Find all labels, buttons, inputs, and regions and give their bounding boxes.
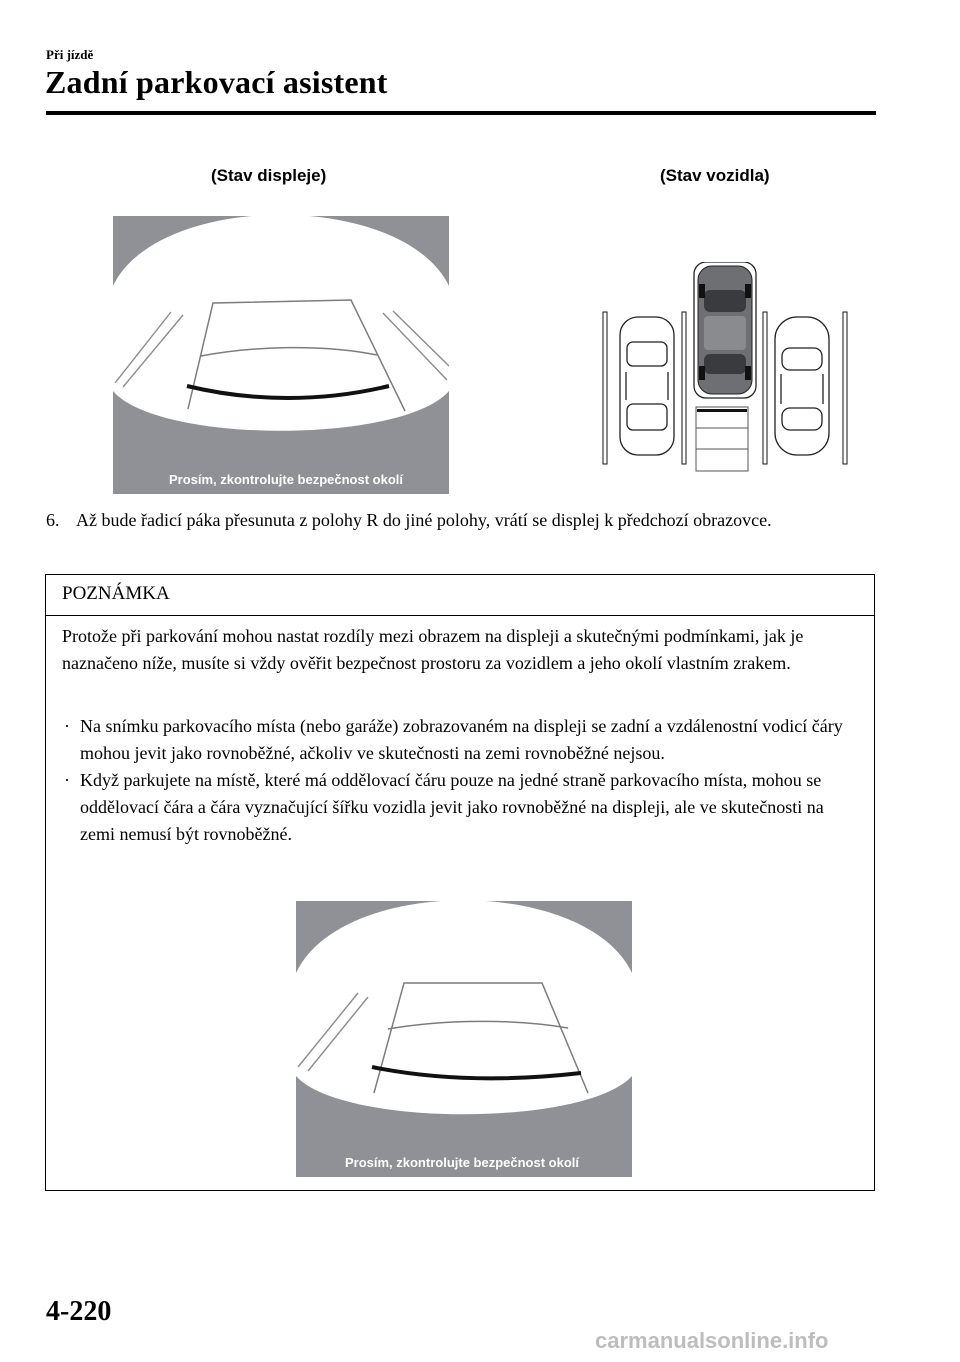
step-number: 6. [46, 510, 60, 530]
bullet-text: Na snímku parkovacího místa (nebo garáže) zobrazovaném na displeji se zadní a vzdálenostní vodicí čáry mohou jevit jako rovnoběžné, ačkoliv ve skutečnosti na zemi rovnoběžné nejsou. [80, 716, 843, 763]
page-number: 4-220 [46, 1296, 112, 1327]
list-item [62, 767, 862, 848]
watermark: carmanualsonline.info [595, 1328, 829, 1353]
title-rule [46, 111, 876, 115]
bullet-text: Když parkujete na místě, které má oddělovací čáru pouze na jedné straně parkovacího místa, mohou se oddělovací čára a čára vyznačující šířku vozidla jevit jako rovnoběžné na displeji, ale ve skutečnosti na zemi nemusí být rovnoběžné. [80, 770, 824, 844]
camera-caption: Prosím, zkontrolujte bezpečnost okolí [344, 1155, 580, 1170]
parking-vehicle-image [600, 262, 855, 474]
section-label: Při jízdě [46, 47, 94, 62]
note-header [46, 575, 874, 616]
note-paragraph: Protože při parkování mohou nastat rozdíly mezi obrazem na displeji a skutečnými podmínkami, jak je naznačeno níže, musíte si vždy ověřit bezpečnost prostoru za vozidlem a jeho okolí vlastním zrakem. [62, 626, 804, 673]
page-title: Zadní parkovací asistent [45, 64, 388, 100]
parked-car-right [775, 317, 829, 455]
step-item [46, 507, 856, 534]
parking-line [763, 312, 767, 464]
list-item [62, 713, 862, 767]
vehicle-state-label: (Stav vozidla) [660, 166, 770, 185]
camera-display-image-2 [296, 901, 632, 1177]
parking-line [843, 312, 847, 464]
parked-car-left [620, 317, 674, 455]
parking-line [603, 312, 607, 464]
parking-line [682, 312, 686, 464]
camera-caption: Prosím, zkontrolujte bezpečnost okolí [168, 472, 404, 487]
display-state-label: (Stav displeje) [211, 166, 327, 185]
bullet-icon: · [64, 716, 70, 736]
note-bullet-list [62, 713, 862, 848]
camera-display-image [113, 216, 449, 494]
bullet-icon: · [64, 770, 70, 790]
reversing-car [694, 262, 756, 398]
note-title: POZNÁMKA [62, 583, 170, 604]
parking-space [696, 407, 748, 471]
step-text: Až bude řadicí páka přesunuta z polohy R do jiné polohy, vrátí se displej k předchozí obrazovce. [76, 510, 772, 530]
